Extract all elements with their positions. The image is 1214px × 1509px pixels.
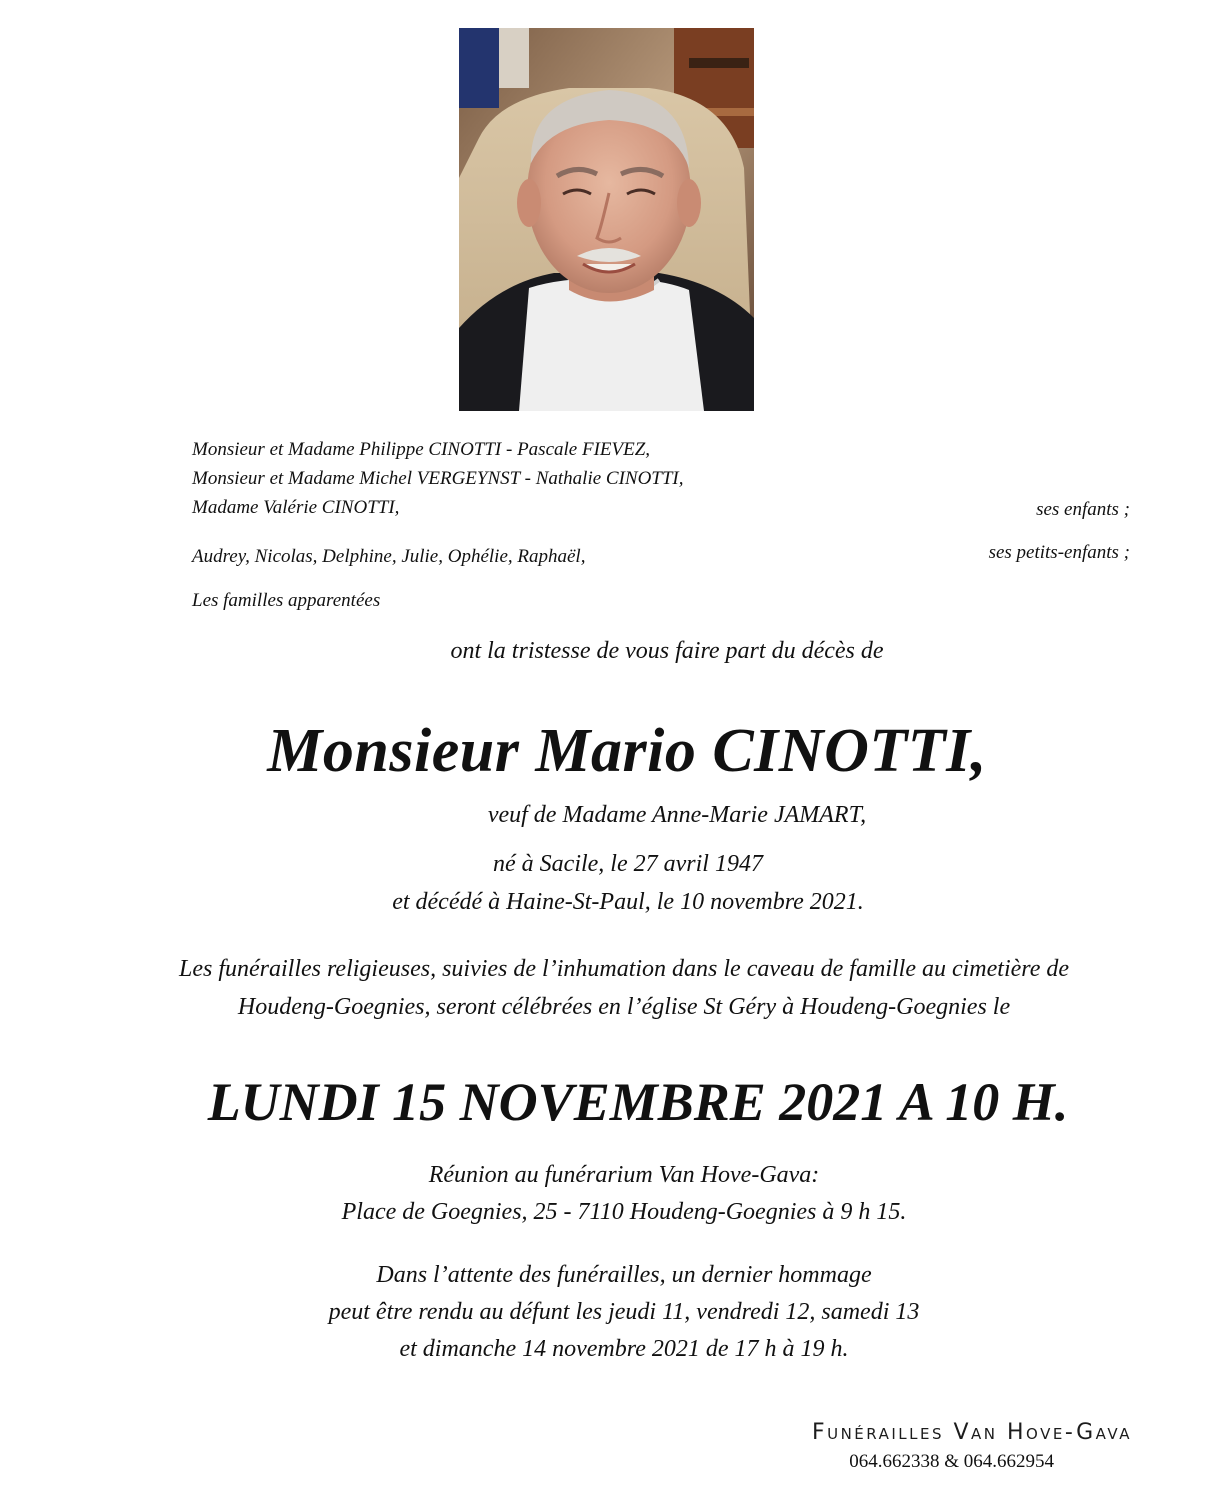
tribute-line-3: et dimanche 14 novembre 2021 de 17 h à 19 h. [399, 1336, 849, 1362]
funeral-date: LUNDI 15 NOVEMBRE 2021 A 10 H. [207, 1072, 1069, 1132]
deceased-photo [459, 28, 754, 411]
deceased-name: Monsieur Mario CINOTTI, [267, 717, 987, 785]
funeral-home-phones: 064.662338 & 064.662954 [849, 1451, 1054, 1472]
grandchildren-relation: ses petits-enfants ; [988, 542, 1130, 563]
related-families: Les familles apparentées [192, 590, 381, 611]
family-child-line: Monsieur et Madame Michel VERGEYNST - Nathalie CINOTTI, [192, 468, 684, 489]
children-relation: ses enfants ; [1036, 499, 1130, 520]
meeting-line-1: Réunion au funérarium Van Hove-Gava: [428, 1162, 820, 1188]
death-line: et décédé à Haine-St-Paul, le 10 novembre 2021. [392, 889, 864, 915]
grandchildren-list: Audrey, Nicolas, Delphine, Julie, Ophélie, Raphaël, [192, 546, 586, 567]
tribute-line-2: peut être rendu au défunt les jeudi 11, vendredi 12, samedi 13 [328, 1299, 920, 1325]
meeting-line-2: Place de Goegnies, 25 - 7110 Houdeng-Goegnies à 9 h 15. [341, 1199, 907, 1225]
family-child-line: Madame Valérie CINOTTI, [192, 497, 400, 518]
family-children-list [192, 435, 684, 522]
funeral-text-line-1: Les funérailles religieuses, suivies de l’inhumation dans le caveau de famille au cimetière de [178, 956, 1070, 982]
funeral-home-name: Funérailles Van Hove-Gava [811, 1420, 1132, 1445]
birth-line: né à Sacile, le 27 avril 1947 [493, 851, 763, 877]
widow-line: veuf de Madame Anne-Marie JAMART, [487, 802, 867, 828]
tribute-line-1: Dans l’attente des funérailles, un dernier hommage [376, 1262, 872, 1288]
funeral-text-line-2: Houdeng-Goegnies, seront célébrées en l’église St Géry à Houdeng-Goegnies le [237, 994, 1011, 1020]
family-child-line: Monsieur et Madame Philippe CINOTTI - Pascale FIEVEZ, [192, 439, 651, 460]
announcement-intro: ont la tristesse de vous faire part du décès de [450, 638, 884, 664]
